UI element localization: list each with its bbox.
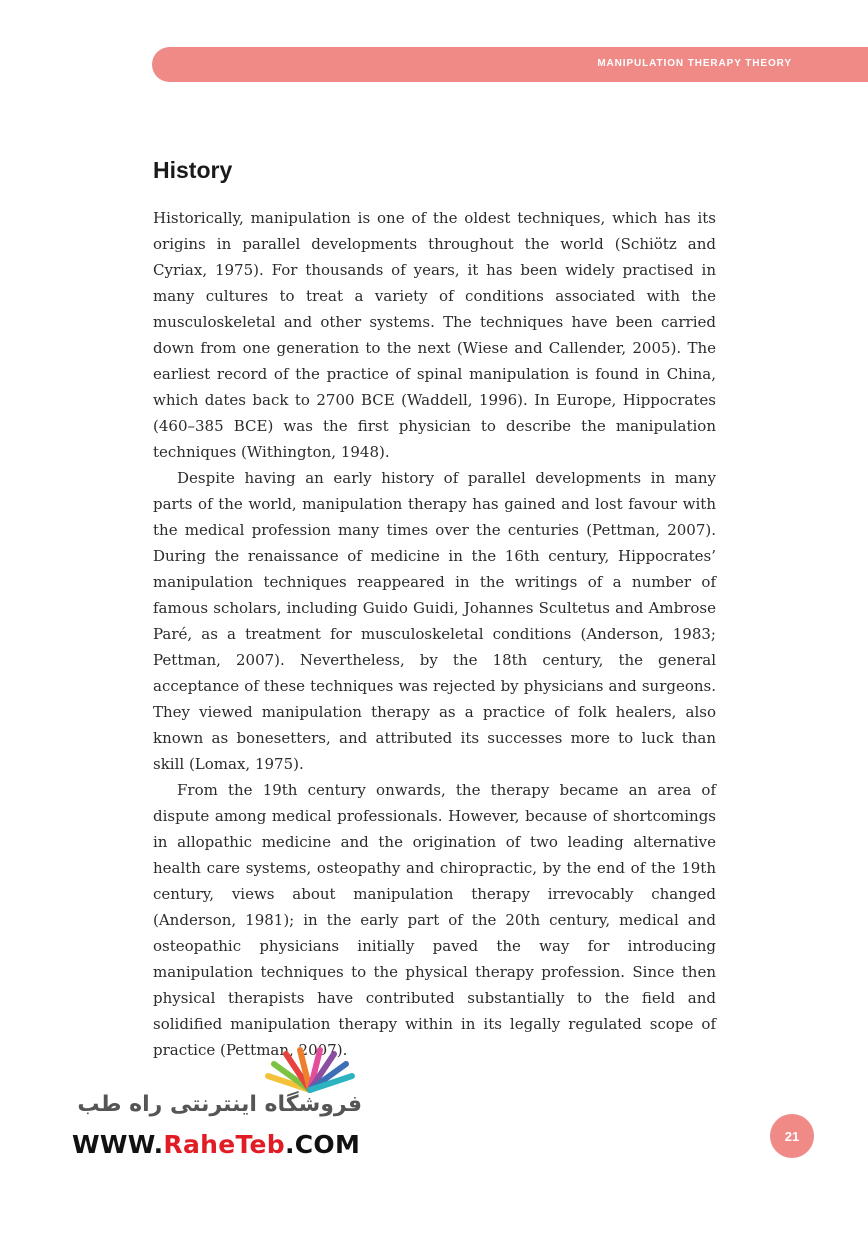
watermark-url-suffix: .COM	[284, 1130, 361, 1159]
running-header-title: MANIPULATION THERAPY THEORY	[597, 58, 792, 69]
page-number: 21	[784, 1128, 800, 1144]
body-text	[153, 205, 716, 1063]
book-fan-icon	[262, 1046, 358, 1094]
watermark-url-prefix: WWW.	[72, 1130, 164, 1159]
paragraph-1: Historically, manipulation is one of the oldest techniques, which has its origins in parallel developments throughout the world (Schiötz and Cyriax, 1975). For thousands of years, it has been widely practised in many cultures to treat a variety of conditions associated with the musculoskeletal and other systems. The techniques have been carried down from one generation to the next (Wiese and Callender, 2005). The earliest record of the practice of spinal manipulation is found in China, which dates back to 2700 BCE (Waddell, 1996). In Europe, Hippocrates (460–385 BCE) was the first physician to describe the manipulation techniques (Withington, 1948).	[153, 209, 716, 461]
watermark-url-name: RaheTeb	[163, 1130, 285, 1159]
page-number-badge	[770, 1114, 814, 1158]
section-title: History	[153, 157, 233, 183]
watermark-persian-text: فروشگاه اینترنتی راه طب	[77, 1092, 362, 1117]
watermark-url	[72, 1130, 360, 1159]
paragraph-3: From the 19th century onwards, the therapy became an area of dispute among medical professionals. However, because of shortcomings in allopathic medicine and the origination of two leading alternative health care systems, osteopathy and chiropractic, by the end of the 19th century, views about manipulation therapy irrevocably changed (Anderson, 1981); in the early part of the 20th century, medical and osteopathic physicians initially paved the way for introducing manipulation techniques to the physical therapy profession. Since then physical therapists have contributed substantially to the field and solidified manipulation therapy within in its legally regulated scope of practice (Pettman, 2007).	[153, 781, 716, 1059]
running-header-bar	[152, 47, 868, 82]
paragraph-2: Despite having an early history of parallel developments in many parts of the world, manipulation therapy has gained and lost favour with the medical profession many times over the centuries (Pettman, 2007). During the renaissance of medicine in the 16th century, Hippocrates’ manipulation techniques reappeared in the writings of a number of famous scholars, including Guido Guidi, Johannes Scultetus and Ambrose Paré, as a treatment for musculoskeletal conditions (Anderson, 1983; Pettman, 2007). Nevertheless, by the 18th century, the general acceptance of these techniques was rejected by physicians and surgeons. They viewed manipulation therapy as a practice of folk healers, also known as bonesetters, and attributed its successes more to luck than skill (Lomax, 1975).	[153, 469, 716, 773]
watermark-logo	[72, 1040, 372, 1170]
